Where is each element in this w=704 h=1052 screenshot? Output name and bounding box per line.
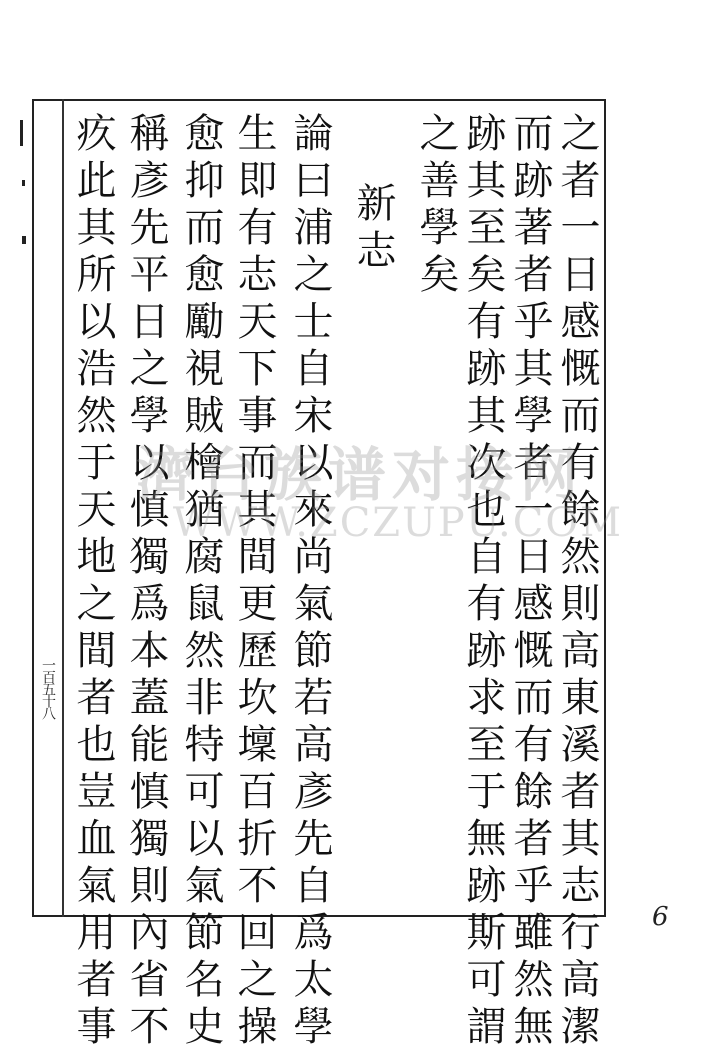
section-heading: 新志 [350,182,396,276]
text-column-6: 論曰浦之士自宋以來尚氣節若高彥先自爲太學 [287,112,333,1052]
text-column-9: 稱彥先平日之學以慎獨爲本蓋能慎獨則內省不 [123,112,169,1052]
text-column-2: 而跡著者乎其學者一日感慨而有餘者乎雖然無 [507,112,553,1052]
margin-ink-mark [22,180,25,186]
text-column-10: 疚此其所以浩然于天地之間者也豈血氣用者事 [70,112,116,1052]
margin-ink-mark [22,236,26,244]
watermark-text: 濟台族谱对接网 [135,441,584,509]
page-number: 6 [652,902,669,932]
text-column-7: 生即有志天下事而其間更歷坎壈百折不回之操 [231,112,277,1052]
inner-margin-rule [62,99,64,917]
folio-number: 一百五十八 [40,658,56,718]
text-column-3: 跡其至矣有跡其次也自有跡求至于無跡斯可謂 [460,112,506,1052]
text-column-4: 之善學矣 [413,112,459,300]
watermark-url: WWW.ZCZUPU.COM [172,500,624,546]
margin-ink-mark [20,120,23,146]
text-column-1: 之者一日感慨而有餘然則高東溪者其志行高潔 [554,112,600,1052]
text-column-8: 愈抑而愈勵視賊檜猶腐鼠然非特可以氣節名史 [178,112,224,1052]
